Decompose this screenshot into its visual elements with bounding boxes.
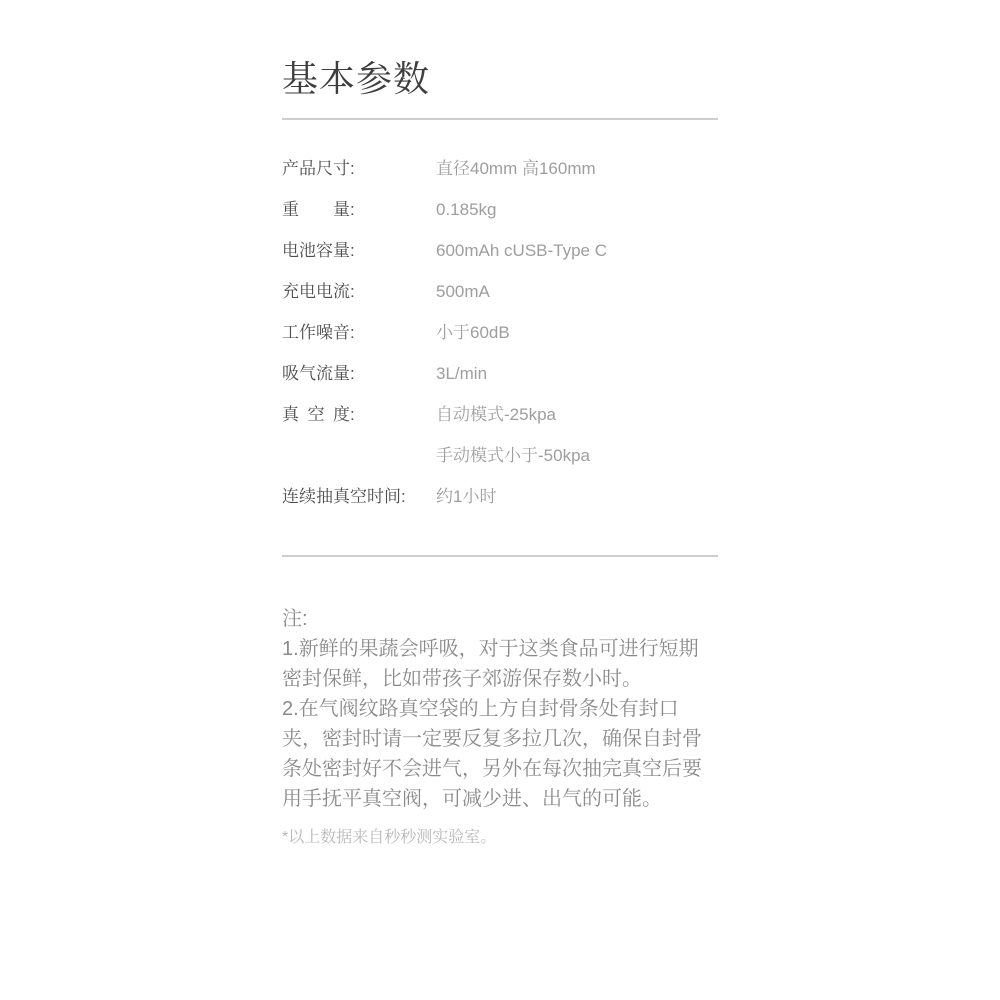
title-divider xyxy=(282,118,718,120)
spec-value: 500mA xyxy=(436,282,490,301)
section-divider xyxy=(282,555,718,557)
spec-row-charging-current xyxy=(282,283,718,301)
note-item-2: 2.在气阀纹路真空袋的上方自封骨条处有封口夹，密封时请一定要反复多拉几次，确保自封骨条处密封好不会进气，另外在每次抽完真空后要用手抚平真空阀，可减少进、出气的可能。 xyxy=(282,698,702,810)
spec-value: 手动模式小于-50kpa xyxy=(436,446,590,465)
spec-value: 约1小时 xyxy=(436,487,497,506)
spec-row-working-noise xyxy=(282,324,718,342)
spec-value: 600mAh cUSB-Type C xyxy=(436,241,608,260)
spec-value: 自动模式-25kpa xyxy=(436,405,556,424)
spec-row-vacuum-degree-manual xyxy=(282,447,718,465)
spec-list xyxy=(282,160,718,506)
spec-label: 工作噪音: xyxy=(282,323,355,342)
spec-label: 产品尺寸: xyxy=(282,159,355,178)
notes-section xyxy=(282,604,718,814)
note-item-1: 1.新鲜的果蔬会呼吸，对于这类食品可进行短期密封保鲜，比如带孩子郊游保存数小时。 xyxy=(282,638,699,690)
spec-label: 吸气流量: xyxy=(282,364,355,383)
spec-value: 直径40mm 高160mm xyxy=(436,159,596,178)
notes-heading: 注: xyxy=(282,608,308,630)
spec-label: 充电电流: xyxy=(282,282,355,301)
spec-value: 0.185kg xyxy=(436,200,497,219)
spec-label: 电池容量: xyxy=(282,241,355,260)
spec-label: 真 空 度: xyxy=(282,405,355,424)
spec-row-vacuum-degree xyxy=(282,406,718,424)
footnote: *以上数据来自秒秒测实验室。 xyxy=(282,829,497,846)
spec-value: 小于60dB xyxy=(436,323,510,342)
spec-row-continuous-vacuum-time xyxy=(282,488,718,506)
spec-row-suction-flow xyxy=(282,365,718,383)
spec-row-battery-capacity xyxy=(282,242,718,260)
spec-row-product-size xyxy=(282,160,718,178)
spec-label: 连续抽真空时间: xyxy=(282,487,406,506)
spec-value: 3L/min xyxy=(436,364,488,383)
spec-label: 重 量: xyxy=(282,200,355,219)
spec-sheet xyxy=(282,0,718,849)
page-title: 基本参数 xyxy=(282,58,431,99)
spec-row-weight xyxy=(282,201,718,219)
